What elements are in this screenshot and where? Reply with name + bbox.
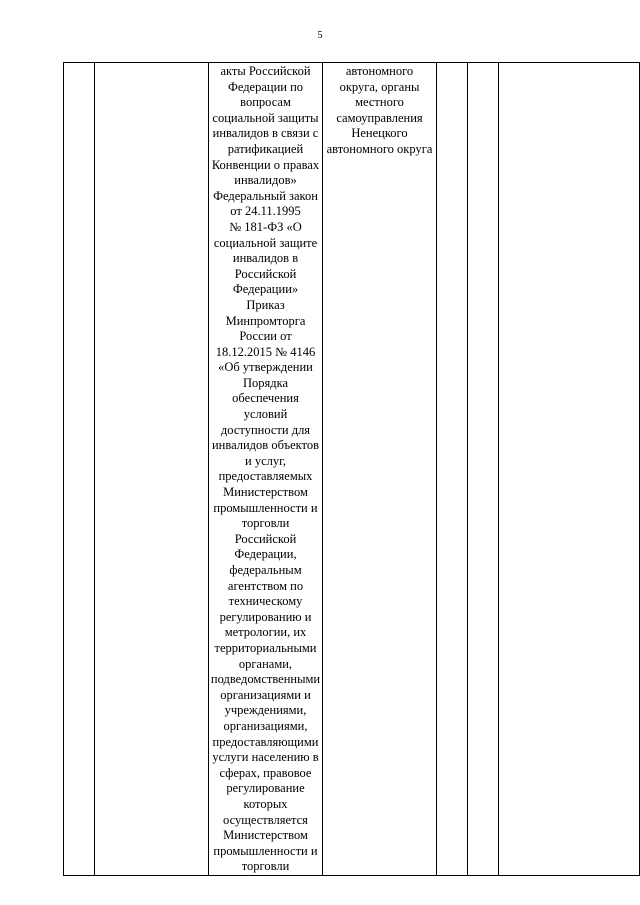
table-cell-responsible	[323, 63, 437, 876]
table-cell-result	[468, 63, 499, 876]
table-cell-number	[64, 63, 95, 876]
table-cell-deadline	[437, 63, 468, 876]
page-number: 5	[317, 30, 323, 41]
table-cell-legal-acts	[209, 63, 323, 876]
table-cell-note	[499, 63, 640, 876]
document-table	[63, 62, 640, 876]
legal-acts-text: акты Российской Федерации по вопросам социальной защиты инвалидов в связи с ратификацией Конвенции о правах инвалидов» Федеральный закон от 24.11.1995 № 181-ФЗ «О социальной защите инвалидов в Российской Федерации» Приказ Минпромторга России от 18.12.2015 № 4146 «Об утверждении Порядка обеспечения условий доступности для инвалидов объектов и услуг, предоставляемых Министерством промышленности и торговли Российской Федерации, федеральным агентством по техническому регулированию и метрологии, их территориальными органами, подведомственными организациями и учреждениями, организациями, предоставляющими услуги населению в сферах, правовое регулирование которых осуществляется Министерством промышленности и торговли	[210, 64, 321, 874]
responsible-text: автономного округа, органы местного самоуправления Ненецкого автономного округа	[326, 64, 433, 156]
table-row	[64, 63, 640, 876]
table-cell-measure	[95, 63, 209, 876]
